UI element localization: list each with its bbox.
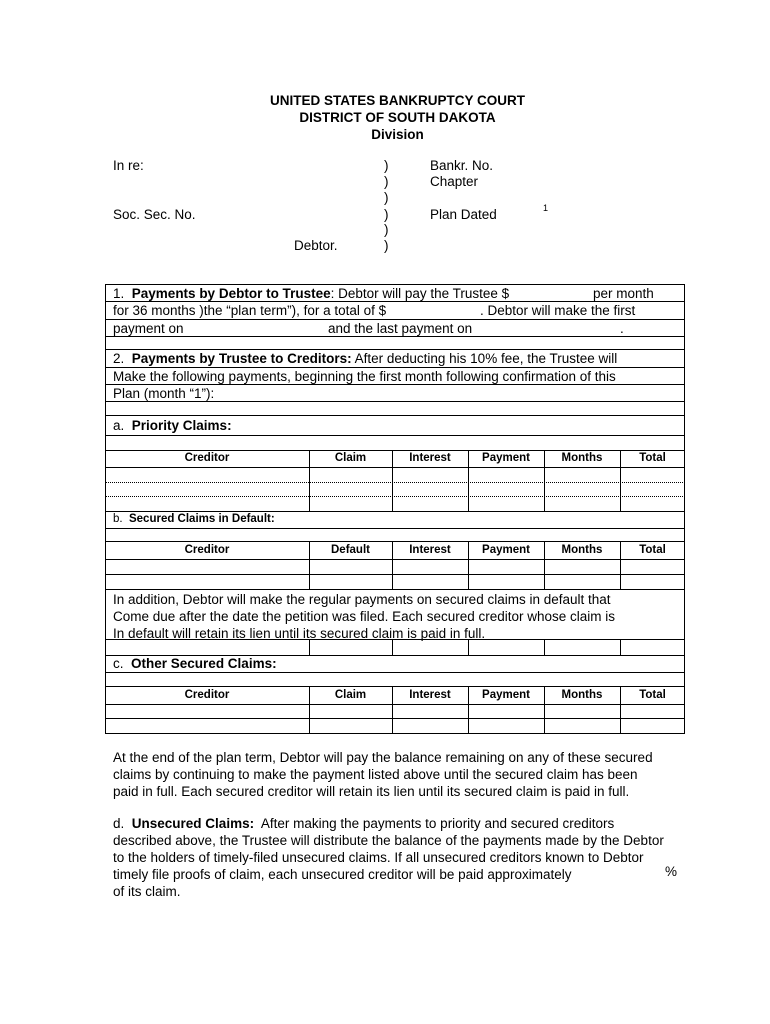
section-1-title: Payments by Debtor to Trustee — [131, 286, 331, 301]
caption-paren: ) — [384, 222, 389, 237]
col-line — [620, 450, 621, 511]
row-line — [105, 301, 685, 302]
priority-col-interest: Interest — [409, 452, 451, 464]
col-line — [468, 639, 469, 655]
col-line — [309, 541, 310, 589]
row-line — [105, 574, 685, 575]
col-line — [392, 541, 393, 589]
caption-paren: ) — [384, 158, 389, 173]
note-line: Come due after the date the petition was filed. Each secured creditor whose claim is — [113, 609, 616, 624]
row-line — [105, 511, 685, 512]
balance-paragraph — [113, 749, 653, 800]
other-secured-title: Other Secured Claims: — [131, 656, 277, 671]
chapter-label: Chapter — [430, 174, 479, 189]
row-line — [105, 384, 685, 385]
other-col-payment: Payment — [482, 689, 530, 701]
row-line — [105, 686, 685, 687]
col-line — [392, 639, 393, 655]
section-1-line-1 — [113, 286, 509, 301]
district-title: DISTRICT OF SOUTH DAKOTA — [299, 110, 496, 125]
other-col-creditor: Creditor — [184, 689, 230, 701]
row-line — [105, 639, 685, 640]
col-line — [620, 686, 621, 734]
secured-default-title: Secured Claims in Default: — [128, 513, 275, 525]
row-line — [105, 589, 685, 590]
row-line — [105, 336, 685, 337]
row-line — [105, 541, 685, 542]
secured-default-letter: b. — [113, 513, 123, 525]
secured-default-heading — [113, 513, 275, 525]
priority-col-payment: Payment — [482, 452, 530, 464]
paragraph-line: claims by continuing to make the payment listed above until the secured claim has been — [113, 767, 638, 782]
row-line — [105, 367, 685, 368]
row-line — [105, 349, 685, 350]
section-1-line-3c: . — [620, 321, 624, 336]
row-line — [105, 319, 685, 320]
caption-paren: ) — [384, 190, 389, 205]
section-2-line-3: Plan (month “1”): — [113, 386, 215, 401]
section-2-text: After deducting his 10% fee, the Trustee will — [354, 351, 618, 366]
other-col-claim: Claim — [334, 689, 367, 701]
col-line — [620, 541, 621, 589]
col-line — [544, 639, 545, 655]
footnote-mark: 1 — [543, 203, 549, 213]
section-1-line-3a: payment on — [113, 321, 184, 336]
col-line — [468, 541, 469, 589]
row-line — [105, 672, 685, 673]
paragraph-line: At the end of the plan term, Debtor will pay the balance remaining on any of these secured — [113, 750, 653, 765]
priority-col-total: Total — [639, 452, 666, 464]
section-1-line-2a: for 36 months )the “plan term”), for a total of $ — [113, 303, 387, 318]
caption-paren: ) — [384, 174, 389, 189]
col-line — [544, 450, 545, 511]
note-line: In addition, Debtor will make the regular payments on secured claims in default that — [113, 592, 611, 607]
debtor-label: Debtor. — [294, 238, 338, 253]
division-title: Division — [371, 127, 424, 142]
col-line — [309, 639, 310, 655]
caption-paren: ) — [384, 207, 389, 222]
section-1-line-3b: and the last payment on — [328, 321, 473, 336]
plan-dated-label: Plan Dated — [430, 207, 497, 222]
section-2-line-2: Make the following payments, beginning the first month following confirmation of this — [113, 369, 616, 384]
row-line — [105, 718, 685, 719]
col-line — [544, 541, 545, 589]
row-line — [105, 528, 685, 529]
priority-letter: a. — [113, 418, 125, 433]
section-1-text: : Debtor will pay the Trustee $ — [330, 286, 510, 301]
in-re-label: In re: — [113, 158, 144, 173]
col-line — [544, 686, 545, 734]
percent-sign: % — [665, 864, 678, 879]
section-2-number: 2. — [113, 351, 125, 366]
priority-col-months: Months — [561, 452, 603, 464]
other-col-interest: Interest — [409, 689, 451, 701]
row-line — [105, 467, 685, 468]
priority-col-claim: Claim — [334, 452, 367, 464]
unsecured-paragraph — [113, 815, 664, 900]
priority-col-creditor: Creditor — [184, 452, 230, 464]
row-line — [105, 450, 685, 451]
col-line — [309, 450, 310, 511]
per-month-label: per month — [593, 286, 654, 301]
secured-col-months: Months — [561, 544, 603, 556]
paragraph-line: paid in full. Each secured creditor will retain its lien until its secured claim is paid in full. — [113, 784, 630, 799]
secured-col-default: Default — [331, 544, 370, 556]
unsecured-line-1 — [113, 815, 664, 832]
row-line — [105, 559, 685, 560]
unsecured-letter: d. — [113, 816, 125, 831]
other-secured-heading — [113, 656, 277, 671]
priority-title: Priority Claims: — [131, 418, 232, 433]
court-title: UNITED STATES BANKRUPTCY COURT — [269, 93, 525, 108]
secured-col-creditor: Creditor — [184, 544, 230, 556]
row-line — [105, 496, 685, 497]
col-line — [468, 686, 469, 734]
section-2-title: Payments by Trustee to Creditors: — [131, 351, 352, 366]
other-secured-letter: c. — [113, 656, 124, 671]
caption-paren: ) — [384, 238, 389, 253]
ssn-label: Soc. Sec. No. — [113, 207, 196, 222]
other-col-total: Total — [639, 689, 666, 701]
secured-col-total: Total — [639, 544, 666, 556]
col-line — [392, 450, 393, 511]
col-line — [392, 686, 393, 734]
row-line — [105, 415, 685, 416]
paragraph-line: described above, the Trustee will distribute the balance of the payments made by the Debtor — [113, 833, 664, 848]
col-line — [468, 450, 469, 511]
unsecured-title: Unsecured Claims: — [131, 816, 255, 831]
section-1-number: 1. — [113, 286, 125, 301]
secured-col-interest: Interest — [409, 544, 451, 556]
section-1-line-2b: . Debtor will make the first — [480, 303, 636, 318]
row-line — [105, 704, 685, 705]
col-line — [620, 639, 621, 655]
row-line — [105, 401, 685, 402]
row-line — [105, 435, 685, 436]
paragraph-line: to the holders of timely-filed unsecured claims. If all unsecured creditors known to Debtor — [113, 850, 644, 865]
priority-claims-heading — [113, 418, 232, 433]
section-2-line-1 — [113, 351, 617, 366]
row-line — [105, 482, 685, 483]
secured-col-payment: Payment — [482, 544, 530, 556]
secured-default-note — [113, 591, 615, 642]
paragraph-line: timely file proofs of claim, each unsecured creditor will be paid approximately — [113, 867, 572, 882]
unsecured-text: After making the payments to priority and secured creditors — [260, 816, 615, 831]
bankr-no-label: Bankr. No. — [430, 158, 494, 173]
other-col-months: Months — [561, 689, 603, 701]
col-line — [309, 686, 310, 734]
paragraph-line: of its claim. — [113, 884, 181, 899]
note-line: In default will retain its lien until its secured claim is paid in full. — [113, 626, 486, 641]
